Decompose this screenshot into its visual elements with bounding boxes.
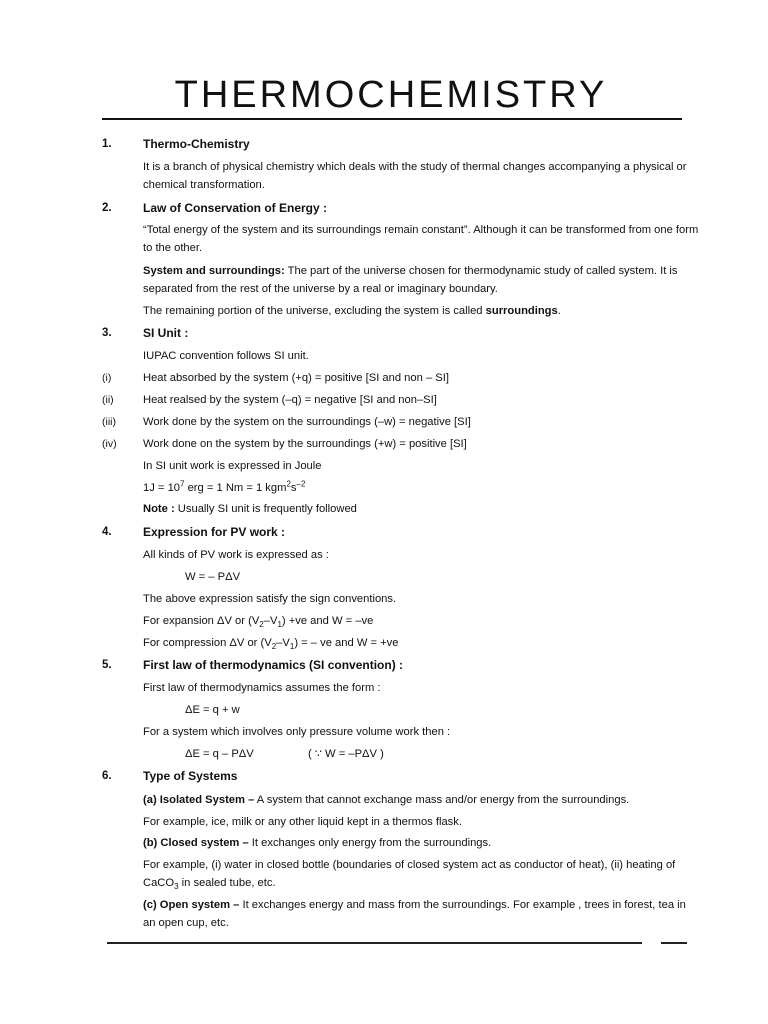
list-item-text: Work done by the system on the surroundings (–w) = negative [SI] bbox=[143, 416, 471, 428]
eq-part: in sealed tube, etc. bbox=[178, 877, 276, 889]
closed-system-term: (b) Closed system – bbox=[143, 837, 249, 849]
closed-system-example-2 bbox=[143, 876, 276, 890]
eq-superscript: –2 bbox=[296, 479, 306, 489]
section-5-text-1: First law of thermodynamics assumes the form : bbox=[143, 682, 381, 694]
open-system-line bbox=[143, 898, 686, 912]
system-definition: The part of the universe chosen for thermodynamic study of called system. It is bbox=[284, 265, 678, 277]
section-2-text-2: to the other. bbox=[143, 242, 203, 254]
closed-system-line bbox=[143, 836, 491, 850]
open-system-example: an open cup, etc. bbox=[143, 917, 229, 929]
section-4-number: 4. bbox=[102, 526, 112, 538]
section-1-heading: Thermo-Chemistry bbox=[143, 137, 250, 151]
page-title: THERMOCHEMISTRY bbox=[174, 74, 608, 116]
system-definition-2: separated from the rest of the universe by a real or imaginary boundary. bbox=[143, 283, 498, 295]
eq-subscript: 3 bbox=[174, 882, 179, 892]
eq-part: For compression ΔV or (V bbox=[143, 637, 272, 649]
open-system-term: (c) Open system – bbox=[143, 899, 240, 911]
eq-part: ) = – ve and W = +ve bbox=[294, 637, 399, 649]
section-1-text-1: It is a branch of physical chemistry which deals with the study of thermal changes accompanying a physical or bbox=[143, 161, 687, 173]
eq-subscript: 2 bbox=[271, 642, 277, 652]
first-law-equation: ΔE = q + w bbox=[185, 704, 240, 716]
eq-part: ) +ve and W = –ve bbox=[281, 615, 374, 627]
surroundings-term: surroundings bbox=[485, 305, 558, 317]
surroundings-definition: The remaining portion of the universe, excluding the system is called bbox=[143, 305, 486, 317]
surroundings-period: . bbox=[557, 305, 561, 317]
list-item-marker: (ii) bbox=[102, 394, 114, 406]
list-item-text: Heat absorbed by the system (+q) = positive [SI and non – SI] bbox=[143, 372, 449, 384]
closed-system-definition: It exchanges only energy from the surroundings. bbox=[248, 837, 492, 849]
note-line bbox=[143, 502, 357, 516]
expansion-line bbox=[143, 614, 373, 628]
section-2-heading: Law of Conservation of Energy : bbox=[143, 201, 328, 215]
eq-subscript: 1 bbox=[289, 642, 295, 652]
isolated-system-definition: A system that cannot exchange mass and/or energy from the surroundings. bbox=[254, 794, 630, 806]
joule-equation bbox=[143, 481, 305, 495]
surroundings-paragraph bbox=[143, 304, 561, 318]
list-item-marker: (i) bbox=[102, 372, 112, 384]
note-label: Note : bbox=[143, 503, 175, 515]
list-item-text: Work done on the system by the surroundings (+w) = positive [SI] bbox=[143, 438, 467, 450]
eq-part: CaCO bbox=[143, 877, 175, 889]
section-3-text: IUPAC convention follows SI unit. bbox=[143, 350, 309, 362]
section-2-text-1: “Total energy of the system and its surroundings remain constant”. Although it can be transformed from one form bbox=[143, 224, 699, 236]
note-text: Usually SI unit is frequently followed bbox=[174, 503, 357, 515]
eq-subscript: 1 bbox=[277, 620, 282, 630]
pv-first-law-note: ( ∵ W = –PΔV ) bbox=[308, 748, 384, 760]
title-underline bbox=[102, 118, 682, 120]
list-item-text: Heat realsed by the system (–q) = negative [SI and non–SI] bbox=[143, 394, 437, 406]
sign-convention-text: The above expression satisfy the sign conventions. bbox=[143, 593, 397, 605]
system-surroundings-paragraph bbox=[143, 264, 678, 278]
eq-part: For expansion ΔV or (V bbox=[143, 615, 260, 627]
footer-rule bbox=[107, 942, 642, 944]
eq-part: 1J = 10 bbox=[143, 482, 181, 494]
isolated-system-term: (a) Isolated System – bbox=[143, 794, 255, 806]
pv-first-law-equation: ΔE = q – PΔV bbox=[185, 748, 254, 760]
compression-line bbox=[143, 636, 398, 650]
eq-superscript: 7 bbox=[180, 479, 185, 489]
pv-work-equation: W = – PΔV bbox=[185, 571, 241, 583]
section-3-heading: SI Unit : bbox=[143, 326, 189, 340]
section-4-heading: Expression for PV work : bbox=[143, 525, 286, 539]
system-surroundings-term: System and surroundings: bbox=[143, 265, 285, 277]
section-3-number: 3. bbox=[102, 327, 112, 339]
footer-rule-short bbox=[661, 942, 687, 944]
eq-superscript: 2 bbox=[286, 479, 291, 489]
section-1-text-2: chemical transformation. bbox=[143, 179, 265, 191]
section-1-number: 1. bbox=[102, 138, 112, 150]
section-6-number: 6. bbox=[102, 770, 112, 782]
isolated-system-example: For example, ice, milk or any other liquid kept in a thermos flask. bbox=[143, 816, 462, 828]
isolated-system-line bbox=[143, 793, 629, 807]
eq-part: –V bbox=[276, 637, 290, 649]
section-5-number: 5. bbox=[102, 659, 112, 671]
section-6-heading: Type of Systems bbox=[143, 769, 238, 783]
open-system-definition: It exchanges energy and mass from the surroundings. For example , trees in forest, tea in bbox=[239, 899, 686, 911]
eq-part: erg = 1 Nm = 1 kgm bbox=[184, 482, 287, 494]
list-item-marker: (iv) bbox=[102, 438, 117, 450]
eq-subscript: 2 bbox=[259, 620, 264, 630]
section-2-number: 2. bbox=[102, 202, 112, 214]
section-5-heading: First law of thermodynamics (SI convention) : bbox=[143, 658, 404, 672]
section-5-text-2: For a system which involves only pressure volume work then : bbox=[143, 726, 451, 738]
closed-system-example-1: For example, (i) water in closed bottle (boundaries of closed system act as conductor of heat), (ii) heating of bbox=[143, 859, 676, 871]
list-item-marker: (iii) bbox=[102, 416, 116, 428]
eq-part: –V bbox=[263, 615, 278, 627]
eq-part: s bbox=[290, 482, 297, 494]
joule-text: In SI unit work is expressed in Joule bbox=[143, 460, 322, 472]
section-4-text: All kinds of PV work is expressed as : bbox=[143, 549, 329, 561]
